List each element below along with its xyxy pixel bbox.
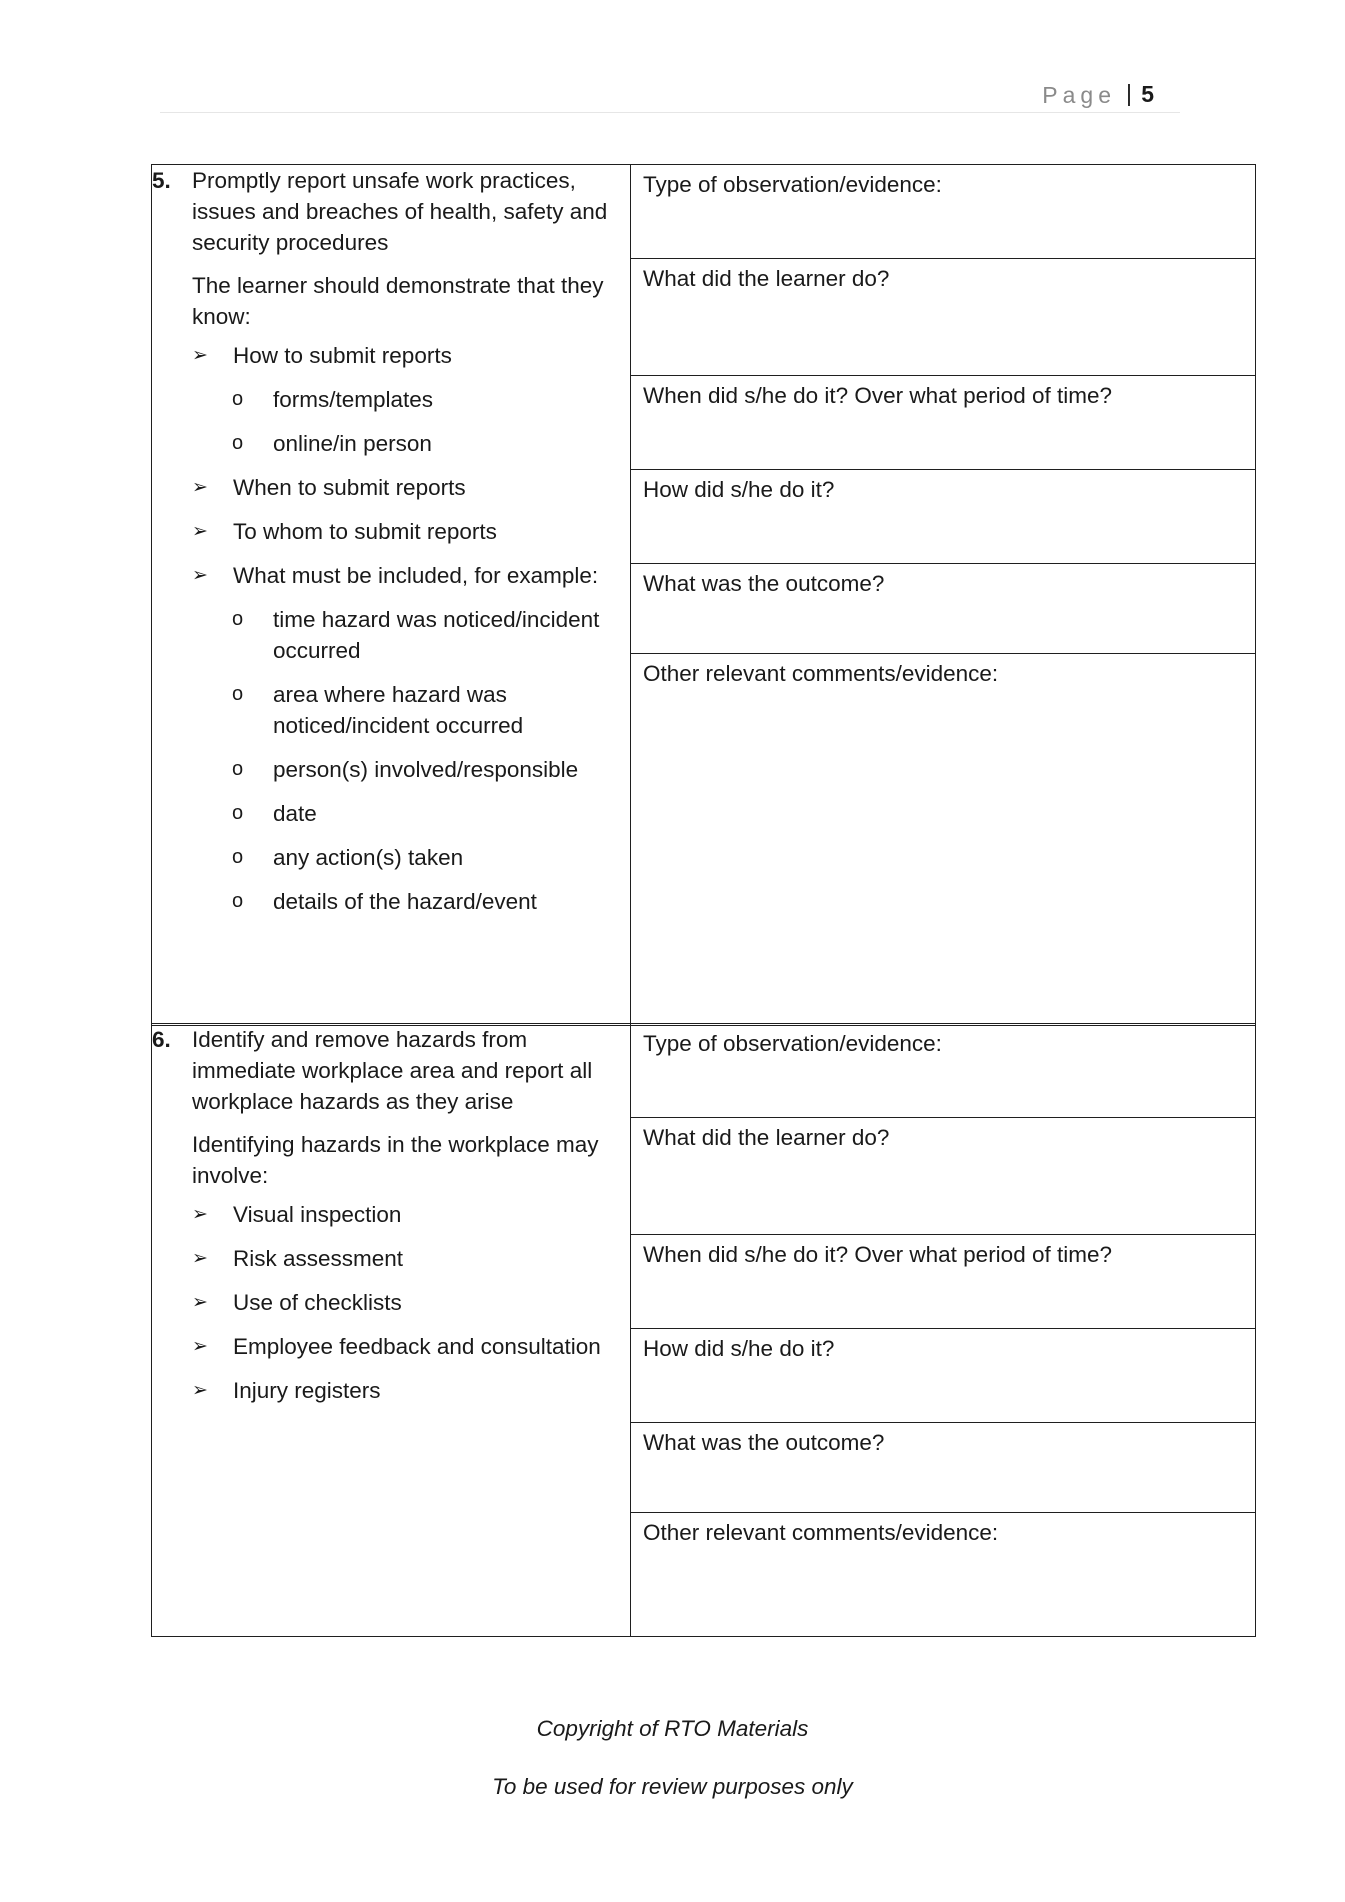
evidence-field-how: How did s/he do it? [631,470,1255,564]
requirement-title: Identify and remove hazards from immediate workplace area and report all workplace hazards as they arise [192,1027,593,1114]
evidence-field-comments: Other relevant comments/evidence: [643,1520,999,1545]
bullet-item [152,604,630,666]
page-header [160,80,1180,113]
circle-bullet-icon: o [232,388,244,410]
bullet-text: Risk assessment [233,1246,404,1271]
assessment-table-row-6 [151,1023,1256,1637]
evidence-field-what: What did the learner do? [631,1118,1255,1235]
arrow-bullet-icon: ➢ [192,1292,208,1313]
bullet-item [152,798,630,829]
bullet-text: person(s) involved/responsible [273,757,579,782]
arrow-bullet-icon: ➢ [192,1336,208,1357]
assessment-table-row-5 [151,164,1256,1026]
evidence-field-when: When did s/he do it? Over what period of time? [631,376,1255,470]
evidence-field-outcome: What was the outcome? [631,564,1255,654]
bullet-item [152,428,630,459]
bullet-text: How to submit reports [233,343,452,368]
evidence-field-type: Type of observation/evidence: [631,165,1255,259]
bullet-text: online/in person [273,431,432,456]
bullet-text: Employee feedback and consultation [233,1334,601,1359]
bullet-item [152,516,630,547]
bullet-item [152,1331,630,1362]
arrow-bullet-icon: ➢ [192,1248,208,1269]
bullet-item [152,886,630,917]
arrow-bullet-icon: ➢ [192,477,208,498]
requirement-bullets [152,1199,630,1406]
evidence-field-comments: Other relevant comments/evidence: [643,661,999,686]
bullet-text: When to submit reports [233,475,466,500]
circle-bullet-icon: o [232,802,244,824]
evidence-field-when: When did s/he do it? Over what period of time? [631,1235,1255,1329]
bullet-item [152,1375,630,1406]
bullet-item [152,560,630,591]
arrow-bullet-icon: ➢ [192,1204,208,1225]
circle-bullet-icon: o [232,608,244,630]
bullet-item [152,842,630,873]
bullet-text: forms/templates [273,387,434,412]
bullet-text: time hazard was noticed/incident occurred [273,607,600,663]
bullet-item [152,340,630,371]
evidence-field-how: How did s/he do it? [631,1329,1255,1423]
bullet-text: details of the hazard/event [273,889,537,914]
bullet-text: date [273,801,317,826]
page-separator: | [1126,80,1132,106]
bullet-item [152,1199,630,1230]
requirement-bullets [152,340,630,917]
arrow-bullet-icon: ➢ [192,565,208,586]
circle-bullet-icon: o [232,846,244,868]
footer-copyright: Copyright of RTO Materials [536,1716,809,1741]
bullet-text: Injury registers [233,1378,381,1403]
circle-bullet-icon: o [232,432,244,454]
footer-notice: To be used for review purposes only [492,1774,853,1799]
circle-bullet-icon: o [232,890,244,912]
bullet-text: What must be included, for example: [233,563,599,588]
page-label: Page [1042,82,1116,108]
requirement-title: Promptly report unsafe work practices, issues and breaches of health, safety and security procedures [192,168,608,255]
evidence-field-outcome: What was the outcome? [631,1423,1255,1513]
bullet-item [152,754,630,785]
evidence-field-what: What did the learner do? [631,259,1255,376]
bullet-item [152,1243,630,1274]
circle-bullet-icon: o [232,758,244,780]
circle-bullet-icon: o [232,683,244,705]
evidence-field-type: Type of observation/evidence: [631,1024,1255,1118]
evidence-cell [631,1024,1256,1637]
bullet-text: To whom to submit reports [233,519,497,544]
requirement-cell [152,165,631,1026]
bullet-item [152,1287,630,1318]
arrow-bullet-icon: ➢ [192,521,208,542]
arrow-bullet-icon: ➢ [192,345,208,366]
bullet-text: area where hazard was noticed/incident occurred [273,682,524,738]
bullet-text: any action(s) taken [273,845,464,870]
requirement-number: 5. [152,168,171,193]
requirement-cell [152,1024,631,1637]
bullet-item [152,472,630,503]
requirement-intro: Identifying hazards in the workplace may involve: [192,1132,599,1188]
bullet-item [152,384,630,415]
bullet-text: Visual inspection [233,1202,402,1227]
bullet-text: Use of checklists [233,1290,402,1315]
evidence-cell [631,165,1256,1026]
arrow-bullet-icon: ➢ [192,1380,208,1401]
page-number: 5 [1141,81,1154,107]
requirement-number: 6. [152,1027,171,1052]
requirement-intro: The learner should demonstrate that they know: [192,273,604,329]
bullet-item [152,679,630,741]
